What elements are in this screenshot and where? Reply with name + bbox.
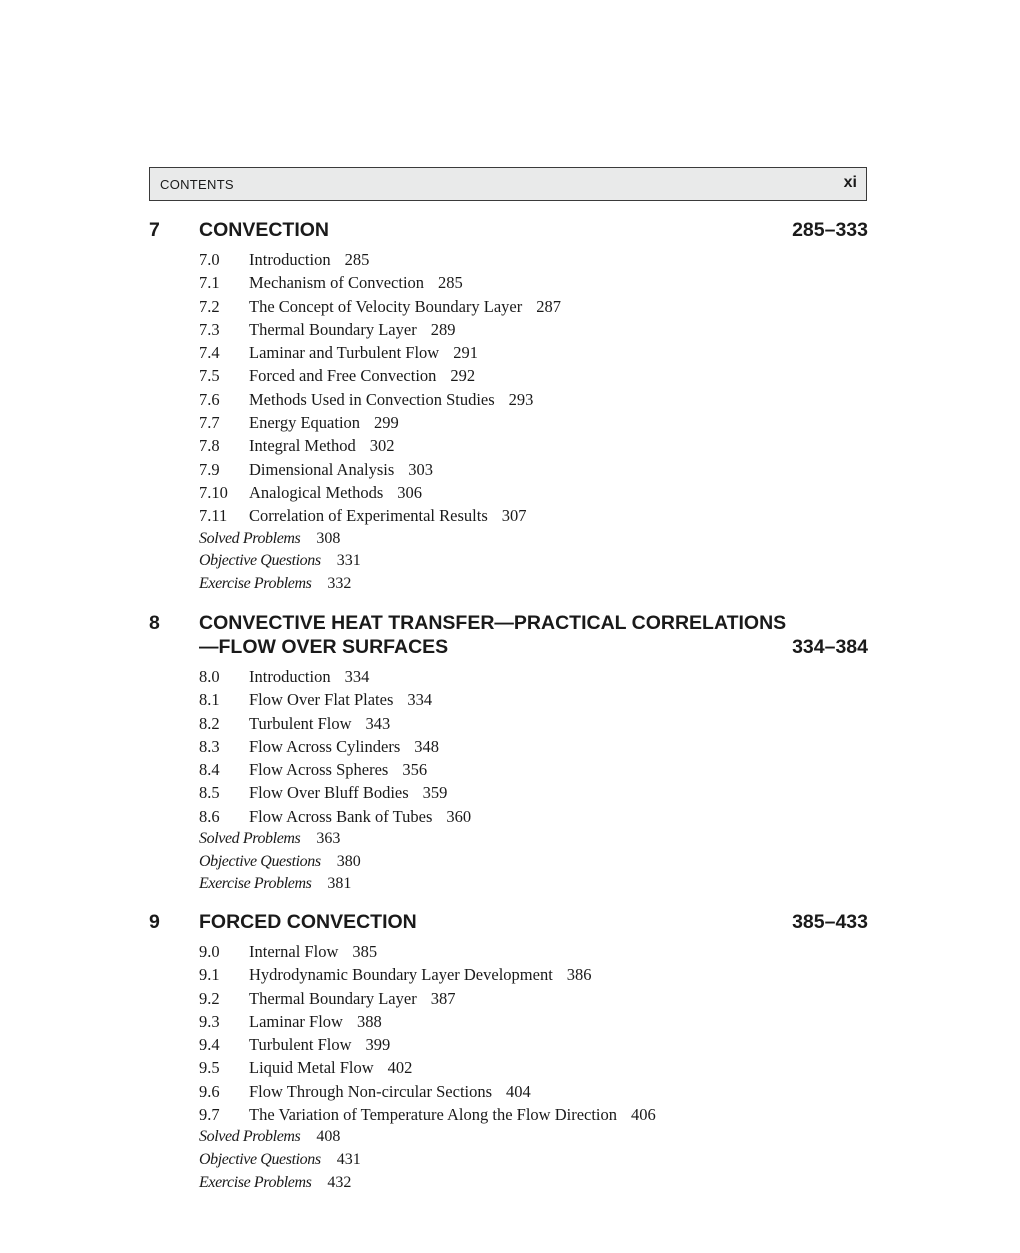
section-page: 299 xyxy=(374,413,399,433)
section-title-text: Liquid Metal Flow xyxy=(249,1058,374,1078)
toc-extra-entry[interactable] xyxy=(0,1172,1020,1195)
section-page: 302 xyxy=(369,436,395,456)
toc-extra-entry[interactable] xyxy=(0,1149,1020,1172)
toc-entry[interactable] xyxy=(0,688,1020,711)
toc-entry[interactable] xyxy=(0,248,1020,271)
toc-extra-entry[interactable] xyxy=(0,573,1020,596)
section-page: 356 xyxy=(402,760,428,780)
section-title-text: Laminar Flow xyxy=(249,1011,343,1031)
section-title-text: Correlation of Experimental Results xyxy=(249,506,488,526)
extra-label-text: Solved Problems xyxy=(199,1128,301,1146)
toc-entry[interactable] xyxy=(0,1033,1020,1056)
section-number: 7.5 xyxy=(199,366,220,386)
section-number: 8.3 xyxy=(199,736,220,756)
chapter-number: 8 xyxy=(149,612,160,634)
chapter-title: CONVECTION xyxy=(199,219,330,241)
section-list xyxy=(0,665,1020,896)
section-number: 7.7 xyxy=(199,413,220,433)
section-title xyxy=(249,758,427,781)
extra-page: 363 xyxy=(316,830,341,848)
extra-label xyxy=(199,550,361,572)
chapter-heading[interactable] xyxy=(0,612,1020,660)
section-number: 7.1 xyxy=(199,273,220,293)
section-page: 306 xyxy=(397,482,423,502)
section-title xyxy=(249,341,478,364)
section-number: 9.5 xyxy=(199,1058,220,1078)
chapter-number: 7 xyxy=(149,219,160,241)
section-title xyxy=(249,318,455,341)
toc-entry[interactable] xyxy=(0,504,1020,527)
section-number: 7.9 xyxy=(199,459,220,479)
section-title xyxy=(249,434,395,457)
section-number: 8.4 xyxy=(199,760,220,780)
running-header-title: CONTENTS xyxy=(160,177,234,192)
section-page: 285 xyxy=(344,250,370,269)
toc-entry[interactable] xyxy=(0,940,1020,963)
section-title-text: Laminar and Turbulent Flow xyxy=(249,343,440,363)
section-page: 291 xyxy=(453,343,478,363)
section-number: 8.2 xyxy=(199,713,220,733)
section-page: 307 xyxy=(501,506,527,526)
section-title-text: Flow Over Bluff Bodies xyxy=(249,783,409,803)
toc-entry[interactable] xyxy=(0,364,1020,387)
extra-label xyxy=(199,1126,340,1148)
section-title xyxy=(249,248,369,271)
chapter-8 xyxy=(0,612,1020,896)
section-number: 8.6 xyxy=(199,806,220,826)
section-page: 287 xyxy=(536,296,561,316)
section-title-text: Flow Over Flat Plates xyxy=(249,690,394,710)
section-title-text: Forced and Free Convection xyxy=(249,366,437,386)
toc-entry[interactable] xyxy=(0,388,1020,411)
extra-label-text: Solved Problems xyxy=(199,529,301,547)
section-list xyxy=(0,248,1020,595)
extra-page: 380 xyxy=(336,852,361,870)
section-number: 7.6 xyxy=(199,389,220,409)
section-title xyxy=(249,688,432,711)
section-title xyxy=(249,411,399,434)
toc-entry[interactable] xyxy=(0,1010,1020,1033)
toc-entry[interactable] xyxy=(0,805,1020,828)
section-page: 386 xyxy=(566,965,592,985)
section-number: 7.2 xyxy=(199,296,220,316)
section-title-text: Introduction xyxy=(249,667,331,686)
toc-entry[interactable] xyxy=(0,434,1020,457)
section-page: 388 xyxy=(356,1011,382,1031)
toc-entry[interactable] xyxy=(0,458,1020,481)
section-title-text: The Concept of Velocity Boundary Layer xyxy=(249,296,523,316)
section-title xyxy=(249,665,369,688)
section-title-text: The Variation of Temperature Along the Flow Direction xyxy=(249,1105,618,1125)
extra-label-text: Exercise Problems xyxy=(199,875,312,893)
section-title xyxy=(249,1010,382,1033)
section-number: 9.3 xyxy=(199,1011,220,1031)
section-title xyxy=(249,271,463,294)
section-title xyxy=(249,1033,390,1056)
toc-extra-entry[interactable] xyxy=(0,550,1020,573)
section-page: 343 xyxy=(365,713,391,733)
chapter-page-range: 334–384 xyxy=(792,636,868,658)
section-number: 8.0 xyxy=(199,667,220,686)
section-page: 399 xyxy=(365,1035,391,1055)
section-title xyxy=(249,987,455,1010)
toc-entry[interactable] xyxy=(0,987,1020,1010)
section-title-text: Thermal Boundary Layer xyxy=(249,988,417,1008)
toc-entry[interactable] xyxy=(0,758,1020,781)
extra-page: 308 xyxy=(316,529,341,547)
section-title-text: Introduction xyxy=(249,250,331,269)
section-title xyxy=(249,1080,531,1103)
section-title xyxy=(249,481,422,504)
section-title xyxy=(249,388,533,411)
section-title xyxy=(249,712,390,735)
extra-label-text: Exercise Problems xyxy=(199,574,312,592)
chapter-heading[interactable] xyxy=(0,219,1020,243)
section-title xyxy=(249,295,561,318)
toc-entry[interactable] xyxy=(0,963,1020,986)
toc-entry[interactable] xyxy=(0,481,1020,504)
section-title-text: Turbulent Flow xyxy=(249,713,352,733)
section-title-text: Flow Across Bank of Tubes xyxy=(249,806,433,826)
chapter-9 xyxy=(0,911,1020,1194)
chapter-title: FORCED CONVECTION xyxy=(199,911,417,933)
section-title xyxy=(249,504,526,527)
toc-entry[interactable] xyxy=(0,271,1020,294)
extra-label-text: Objective Questions xyxy=(199,552,321,570)
section-title xyxy=(249,1103,656,1126)
section-number: 9.1 xyxy=(199,965,220,985)
section-title-text: Energy Equation xyxy=(249,413,361,433)
section-title-text: Thermal Boundary Layer xyxy=(249,319,417,339)
section-number: 7.0 xyxy=(199,250,220,269)
section-number: 7.3 xyxy=(199,319,220,339)
running-header xyxy=(149,167,867,201)
extra-label xyxy=(199,1149,361,1171)
section-page: 334 xyxy=(407,690,433,710)
section-page: 303 xyxy=(408,459,434,479)
toc-extra-entry[interactable] xyxy=(0,828,1020,851)
toc-entry[interactable] xyxy=(0,411,1020,434)
section-page: 402 xyxy=(387,1058,413,1078)
extra-label xyxy=(199,573,351,595)
section-title-text: Flow Across Spheres xyxy=(249,760,389,780)
section-title-text: Flow Through Non-circular Sections xyxy=(249,1081,493,1101)
section-title xyxy=(249,781,447,804)
extra-page: 432 xyxy=(327,1173,352,1191)
section-title-text: Integral Method xyxy=(249,436,356,456)
chapter-title-continued: —FLOW OVER SURFACES xyxy=(199,636,449,658)
toc-entry[interactable] xyxy=(0,318,1020,341)
page-number: xi xyxy=(843,174,857,191)
section-number: 9.4 xyxy=(199,1035,220,1055)
section-number: 7.10 xyxy=(199,482,228,502)
extra-label xyxy=(199,873,351,895)
toc-extra-entry[interactable] xyxy=(0,851,1020,874)
section-page: 387 xyxy=(430,988,456,1008)
section-page: 334 xyxy=(344,667,370,686)
chapter-number: 9 xyxy=(149,911,160,933)
toc-entry[interactable] xyxy=(0,1080,1020,1103)
section-page: 404 xyxy=(506,1081,531,1101)
section-title-text: Mechanism of Convection xyxy=(249,273,425,293)
chapter-heading[interactable] xyxy=(0,911,1020,935)
toc-extra-entry[interactable] xyxy=(0,1126,1020,1149)
toc-extra-entry[interactable] xyxy=(0,528,1020,551)
extra-label xyxy=(199,1172,351,1194)
section-title-text: Turbulent Flow xyxy=(249,1035,352,1055)
toc-extra-entry[interactable] xyxy=(0,873,1020,896)
toc-entry[interactable] xyxy=(0,712,1020,735)
chapter-page-range: 385–433 xyxy=(792,911,868,933)
section-title xyxy=(249,735,439,758)
section-title xyxy=(249,963,592,986)
section-page: 359 xyxy=(422,783,448,803)
section-title-text: Analogical Methods xyxy=(249,482,384,502)
toc-entry[interactable] xyxy=(0,1056,1020,1079)
section-title xyxy=(249,940,377,963)
section-number: 9.7 xyxy=(199,1105,220,1125)
toc-entry[interactable] xyxy=(0,341,1020,364)
chapter-title: CONVECTIVE HEAT TRANSFER—PRACTICAL CORRELATIONS xyxy=(199,612,787,634)
section-number: 9.2 xyxy=(199,988,220,1008)
section-page: 293 xyxy=(508,389,534,409)
section-title xyxy=(249,805,471,828)
section-title xyxy=(249,364,475,387)
section-list xyxy=(0,940,1020,1194)
extra-page: 331 xyxy=(336,552,361,570)
toc-entry[interactable] xyxy=(0,1103,1020,1126)
section-number: 9.0 xyxy=(199,942,220,961)
section-title xyxy=(249,458,433,481)
chapter-page-range: 285–333 xyxy=(792,219,868,241)
extra-label xyxy=(199,851,361,873)
extra-label-text: Exercise Problems xyxy=(199,1173,312,1191)
extra-page: 431 xyxy=(336,1150,361,1168)
extra-page: 408 xyxy=(316,1128,341,1146)
chapter-7 xyxy=(0,219,1020,595)
section-number: 7.4 xyxy=(199,343,220,363)
section-page: 348 xyxy=(414,736,440,756)
section-page: 285 xyxy=(438,273,463,293)
extra-label xyxy=(199,528,340,550)
section-title-text: Internal Flow xyxy=(249,942,339,961)
section-page: 289 xyxy=(430,319,456,339)
section-title-text: Hydrodynamic Boundary Layer Development xyxy=(249,965,553,985)
toc-entry[interactable] xyxy=(0,295,1020,318)
section-page: 406 xyxy=(631,1105,656,1125)
section-title-text: Flow Across Cylinders xyxy=(249,736,401,756)
section-title-text: Methods Used in Convection Studies xyxy=(249,389,495,409)
section-title-text: Dimensional Analysis xyxy=(249,459,395,479)
extra-page: 381 xyxy=(327,875,352,893)
toc-entry[interactable] xyxy=(0,665,1020,688)
toc-entry[interactable] xyxy=(0,735,1020,758)
section-page: 385 xyxy=(352,942,378,961)
extra-label-text: Objective Questions xyxy=(199,852,321,870)
extra-label xyxy=(199,828,340,850)
section-page: 360 xyxy=(446,806,472,826)
extra-label-text: Solved Problems xyxy=(199,830,301,848)
section-page: 292 xyxy=(450,366,476,386)
section-number: 7.11 xyxy=(199,506,228,526)
section-number: 7.8 xyxy=(199,436,220,456)
section-number: 8.1 xyxy=(199,690,220,710)
toc-entry[interactable] xyxy=(0,781,1020,804)
section-number: 9.6 xyxy=(199,1081,220,1101)
extra-page: 332 xyxy=(327,574,352,592)
section-title xyxy=(249,1056,412,1079)
extra-label-text: Objective Questions xyxy=(199,1150,321,1168)
section-number: 8.5 xyxy=(199,783,220,803)
